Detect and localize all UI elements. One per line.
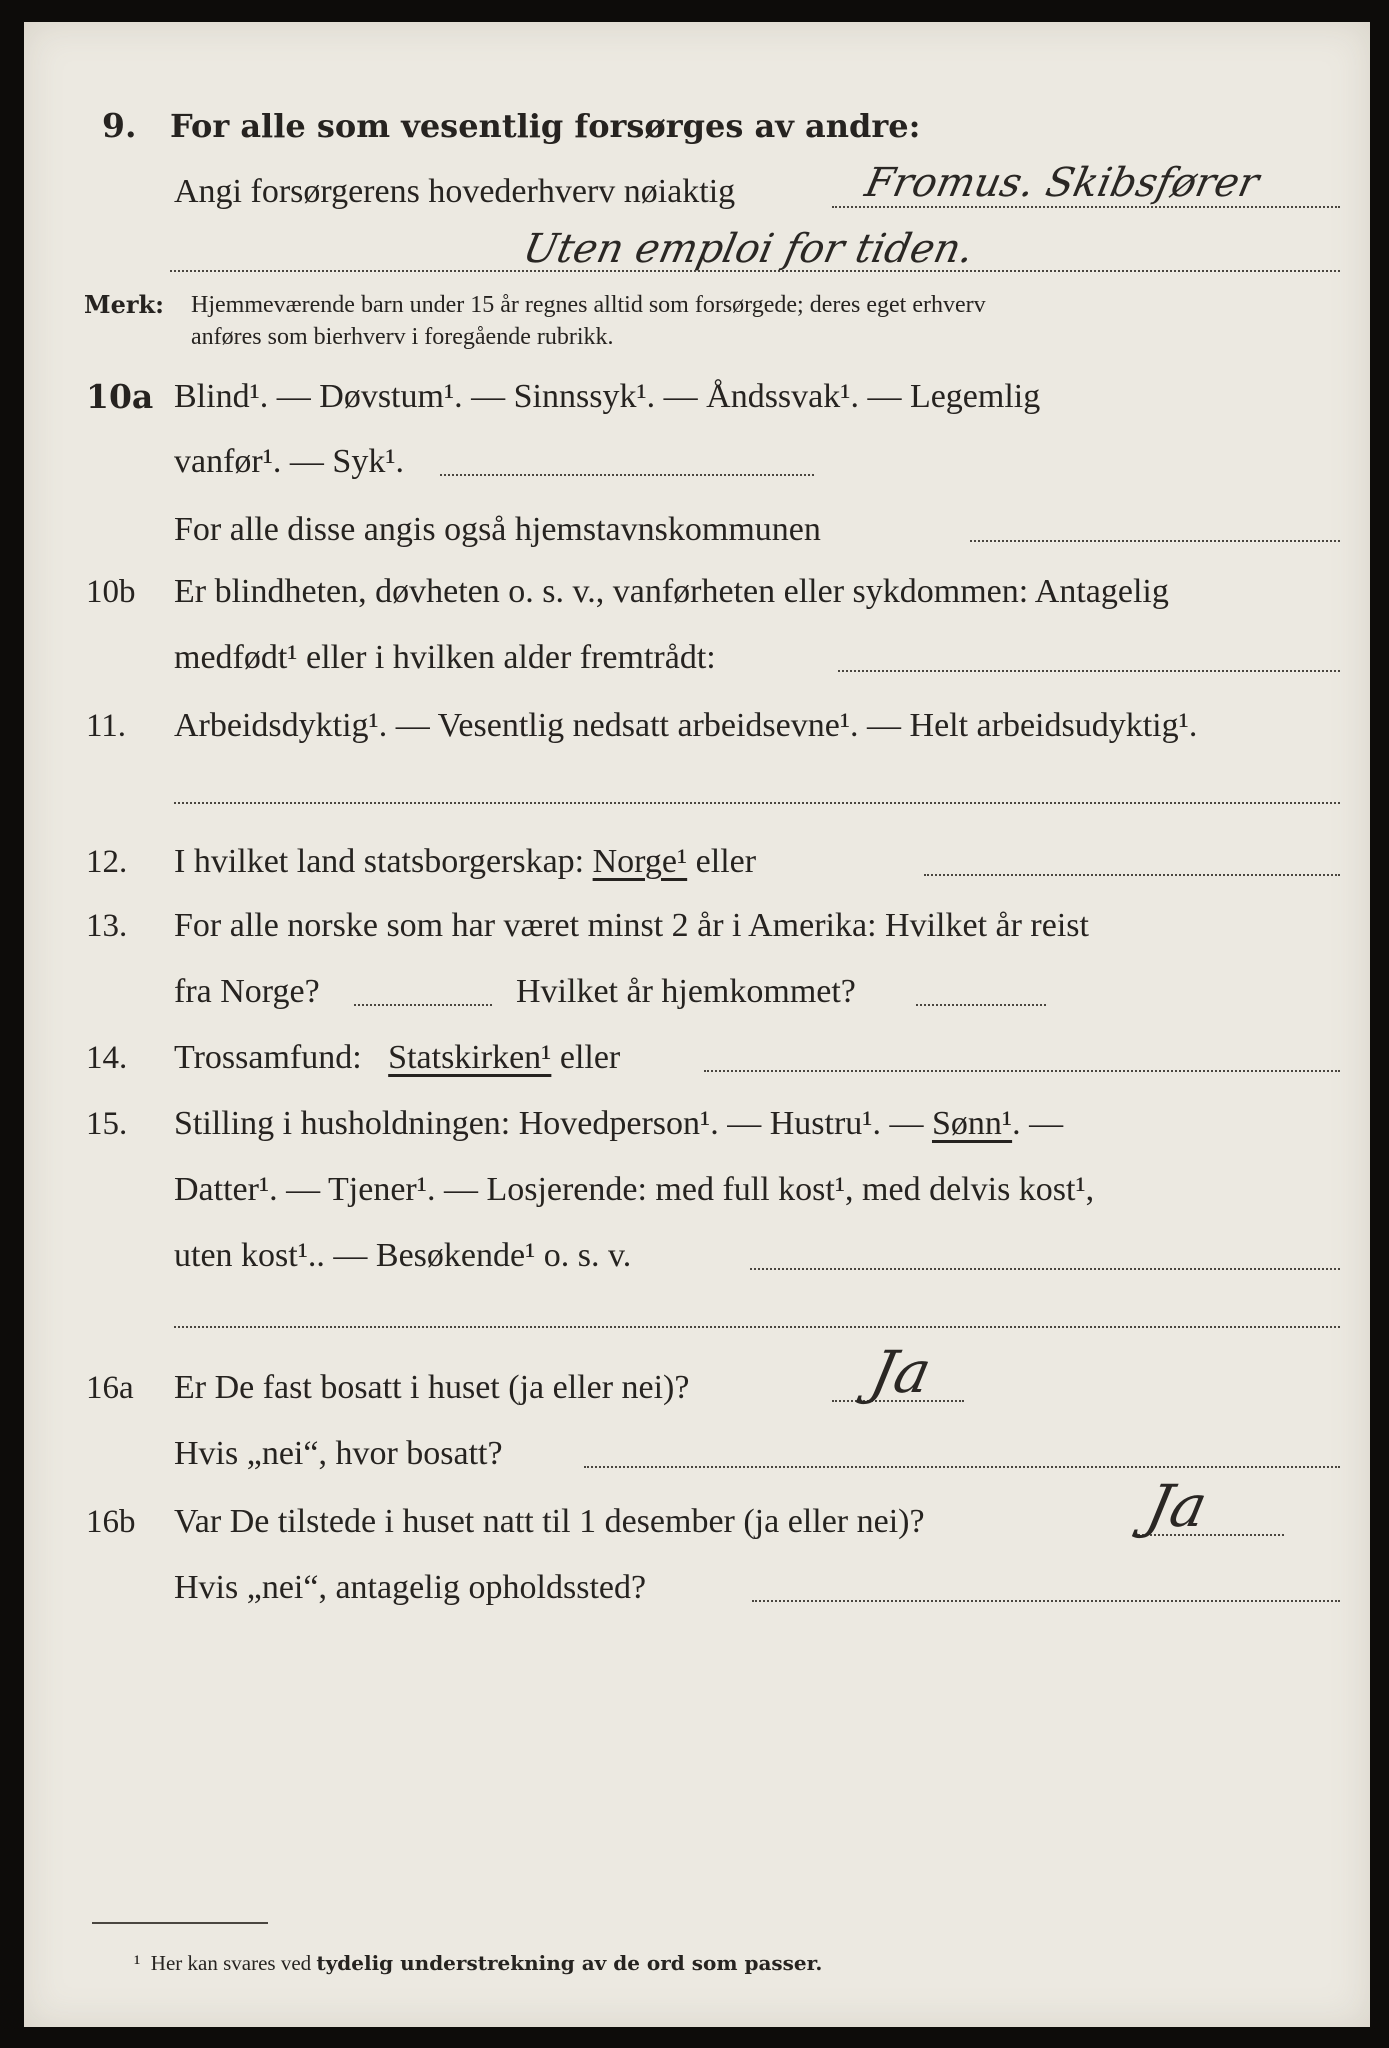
q10a-line-1: Blind¹. — Døvstum¹. — Sinnssyk¹. — Åndssvak¹. — Legemlig [174,378,1041,415]
q15-line-1b: . — [1012,1105,1064,1142]
q15-son-option: Sønn¹ [931,1105,1013,1142]
q13-line-2a: fra Norge? [174,973,320,1010]
q15-other-line [750,1268,1340,1270]
q13-number: 13. [86,908,128,944]
q10a-home-municipality-line [970,540,1340,542]
q9-prompt: Angi forsørgerens hovederhverv nøiaktig [174,173,736,210]
q13-departure-year-line [354,1004,492,1006]
q9-number: 9. [102,106,137,145]
q16a-line-2: Hvis „nei“, hvor bosatt? [174,1435,503,1472]
merk-label: Merk: [84,290,164,319]
q9-answer-line-1 [832,206,1340,208]
q16b-whereabouts-line [752,1600,1340,1602]
q11-line-1: Arbeidsdyktig¹. — Vesentlig nedsatt arbeidsevne¹. — Helt arbeidsudyktig¹. [174,707,1198,744]
q15-answer-line [174,1326,1340,1328]
footnote-text-a: Her kan svares ved [150,1951,312,1975]
merk-line-2: anføres som bierhverv i foregående rubrikk. [191,324,614,350]
footnote-mark: ¹ [134,1951,141,1975]
q16a-handwritten-answer: Ja [864,1338,938,1406]
footnote-rule [92,1922,268,1924]
merk-line-1: Hjemmeværende barn under 15 år regnes alltid som forsørgede; deres eget erhverv [191,292,986,318]
q12-other-country-line [924,874,1340,876]
q16a-residence-line [584,1466,1340,1468]
q9-handwritten-answer-2: Uten emploi for tiden. [519,226,978,272]
q10b-age-line [838,670,1340,672]
q16a-line-1: Er De fast bosatt i huset (ja eller nei)? [174,1369,690,1406]
q10b-number: 10b [86,574,136,610]
q10b-line-2: medfødt¹ eller i hvilken alder fremtrådt: [174,639,716,676]
footnote-text-b: tydelig understrekning av de ord som passer. [316,1951,823,1975]
q10a-number: 10a [86,377,154,416]
q13-return-year-line [916,1004,1046,1006]
q16b-line-2: Hvis „nei“, antagelig opholdssted? [174,1569,647,1606]
q12-line [174,842,756,882]
footnote [134,1948,822,1978]
q16b-line-1: Var De tilstede i huset natt til 1 desember (ja eller nei)? [174,1503,925,1540]
q11-answer-line [174,802,1340,804]
q15-line-1a: Stilling i husholdningen: Hovedperson¹. — Hustru¹. — [174,1105,924,1142]
q16b-number: 16b [86,1504,136,1540]
q11-number: 11. [86,708,127,744]
q10a-line-3: For alle disse angis også hjemstavnskommunen [174,511,821,548]
q14-prefix: Trossamfund: [174,1039,362,1076]
q10b-line-1: Er blindheten, døvheten o. s. v., vanførheten eller sykdommen: Antagelig [174,573,1169,610]
q14-state-church-option: Statskirken¹ [388,1039,552,1076]
q13-line-2b: Hvilket år hjemkommet? [516,973,856,1010]
q15-line-2: Datter¹. — Tjener¹. — Losjerende: med full kost¹, med delvis kost¹, [174,1171,1095,1208]
q14-suffix: eller [559,1039,621,1076]
q12-number: 12. [86,844,128,880]
q12-suffix: eller [695,843,757,880]
q14-line [174,1038,620,1078]
q9-handwritten-answer-1: Fromus. Skibsfører [861,160,1263,206]
q16a-number: 16a [86,1370,134,1406]
q14-number: 14. [86,1040,128,1076]
q15-line-3: uten kost¹.. — Besøkende¹ o. s. v. [174,1237,632,1274]
q10a-line-2: vanfør¹. — Syk¹. [174,443,405,480]
q14-other-faith-line [704,1070,1340,1072]
q13-line-1: For alle norske som har været minst 2 år i Amerika: Hvilket år reist [174,907,1089,944]
census-form-page [24,22,1370,2027]
q12-prefix: I hvilket land statsborgerskap: [174,843,585,880]
q9-heading: For alle som vesentlig forsørges av andre: [170,107,921,145]
q16b-handwritten-answer: Ja [1140,1472,1214,1540]
q12-norway-option: Norge¹ [592,843,688,880]
q15-line-1 [174,1104,1063,1144]
q10a-sick-line [440,474,814,476]
q15-number: 15. [86,1106,128,1142]
